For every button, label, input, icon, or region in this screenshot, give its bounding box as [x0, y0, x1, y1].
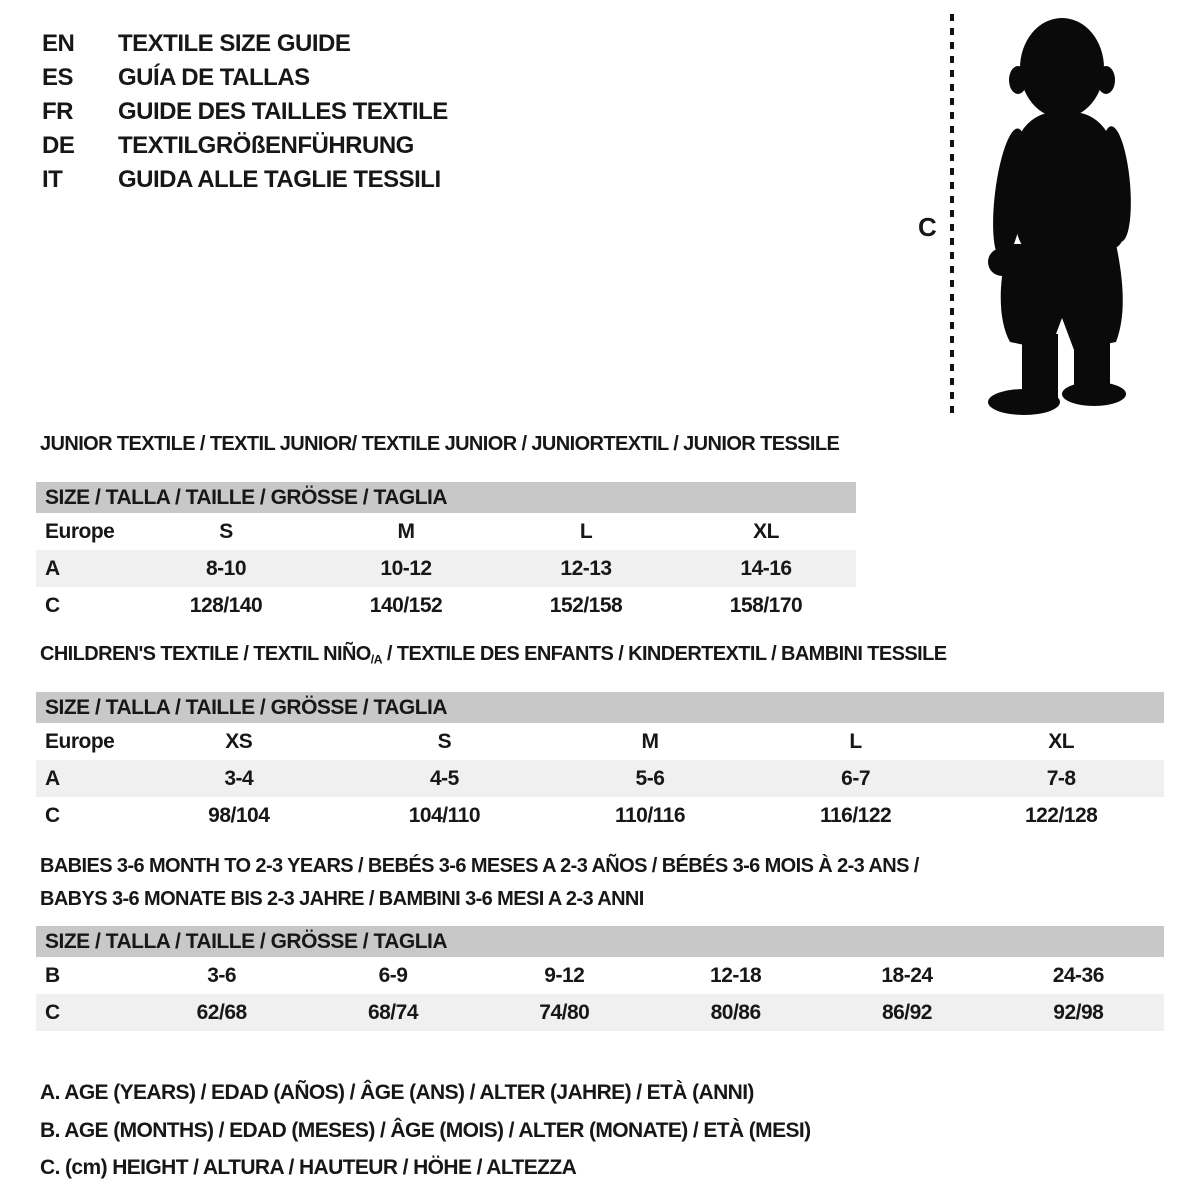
- row-label: A: [45, 556, 60, 580]
- measurement-legend: [40, 1074, 811, 1187]
- table-row-height: [36, 797, 1164, 834]
- babies-section-title-line1: BABIES 3-6 MONTH TO 2-3 YEARS / BEBÉS 3-6 MESES A 2-3 AÑOS / BÉBÉS 3-6 MOIS À 2-3 ANS /: [40, 855, 919, 877]
- lang-code: IT: [42, 166, 63, 193]
- toddler-silhouette: [900, 12, 1160, 420]
- lang-code: FR: [42, 98, 73, 125]
- lang-row-de: [42, 129, 448, 163]
- table-row-months: [36, 957, 1164, 994]
- table-cell: 122/128: [1024, 803, 1098, 827]
- size-header-bar: SIZE / TALLA / TAILLE / GRÖSSE / TAGLIA: [36, 482, 856, 513]
- lang-row-fr: [42, 95, 448, 129]
- row-label: A: [45, 766, 60, 790]
- table-cell: 6-9: [378, 963, 408, 987]
- table-cell: 140/152: [369, 593, 443, 617]
- children-title-subscript: /A: [370, 652, 382, 667]
- table-cell: 62/68: [196, 1000, 247, 1024]
- babies-section-title-line2: BABYS 3-6 MONATE BIS 2-3 JAHRE / BAMBINI 3-6 MESI A 2-3 ANNI: [40, 888, 644, 910]
- table-cell: 9-12: [544, 963, 585, 987]
- lang-row-it: [42, 163, 448, 197]
- table-cell: 24-36: [1052, 963, 1104, 987]
- lang-row-en: [42, 27, 448, 61]
- table-cell: 14-16: [740, 556, 792, 580]
- table-cell: M: [397, 519, 415, 543]
- table-cell: 18-24: [881, 963, 933, 987]
- table-cell: 6-7: [841, 766, 870, 790]
- table-cell: 98/104: [208, 803, 270, 827]
- table-cell: M: [641, 729, 659, 753]
- table-row-europe: [36, 513, 856, 550]
- table-cell: 10-12: [380, 556, 432, 580]
- table-cell: XL: [753, 519, 779, 543]
- row-label: B: [45, 963, 60, 987]
- legend-height-cm: C. (cm) HEIGHT / ALTURA / HAUTEUR / HÖHE / ALTEZZA: [40, 1156, 577, 1179]
- table-row-height: [36, 994, 1164, 1031]
- height-measure-label: C: [918, 212, 937, 242]
- table-cell: 7-8: [1046, 766, 1076, 790]
- legend-age-years: A. AGE (YEARS) / EDAD (AÑOS) / ÂGE (ANS) / ALTER (JAHRE) / ETÀ (ANNI): [40, 1081, 754, 1104]
- table-cell: 74/80: [539, 1000, 590, 1024]
- table-cell: 3-6: [207, 963, 237, 987]
- table-row-height: [36, 587, 856, 624]
- lang-code: EN: [42, 30, 75, 57]
- language-title-block: [42, 27, 448, 197]
- table-cell: 12-18: [710, 963, 762, 987]
- table-cell: 4-5: [429, 766, 459, 790]
- lang-label: TEXTILGRÖßENFÜHRUNG: [118, 132, 414, 159]
- table-cell: 68/74: [367, 1000, 419, 1024]
- size-header-bar: SIZE / TALLA / TAILLE / GRÖSSE / TAGLIA: [36, 692, 1164, 723]
- lang-code: DE: [42, 132, 75, 159]
- table-row-europe: [36, 723, 1164, 760]
- row-label: C: [45, 1000, 60, 1024]
- lang-label: GUÍA DE TALLAS: [118, 64, 310, 91]
- table-cell: 128/140: [189, 593, 263, 617]
- row-label: Europe: [45, 729, 115, 753]
- lang-label: GUIDE DES TAILLES TEXTILE: [118, 98, 448, 125]
- table-cell: L: [849, 729, 862, 753]
- table-cell: S: [437, 729, 452, 753]
- table-row-age: [36, 550, 856, 587]
- table-cell: 80/86: [710, 1000, 761, 1024]
- table-cell: 92/98: [1053, 1000, 1104, 1024]
- table-cell: 86/92: [881, 1000, 932, 1024]
- table-cell: 3-4: [224, 766, 254, 790]
- children-title-text-cont: / TEXTILE DES ENFANTS / KINDERTEXTIL / BAMBINI TESSILE: [381, 643, 947, 665]
- table-cell: 8-10: [205, 556, 247, 580]
- table-row-age: [36, 760, 1164, 797]
- legend-age-months: B. AGE (MONTHS) / EDAD (MESES) / ÂGE (MOIS) / ALTER (MONATE) / ETÀ (MESI): [40, 1118, 811, 1142]
- babies-size-table: [36, 926, 1164, 1031]
- children-size-table: [36, 692, 1164, 834]
- table-cell: 5-6: [635, 766, 665, 790]
- row-label: Europe: [45, 519, 115, 543]
- lang-code: ES: [42, 64, 74, 91]
- row-label: C: [45, 593, 60, 617]
- children-title-text: CHILDREN'S TEXTILE / TEXTIL NIÑO: [40, 643, 371, 665]
- table-cell: XL: [1048, 729, 1075, 753]
- table-cell: 116/122: [819, 803, 892, 827]
- table-cell: 158/170: [729, 593, 803, 617]
- row-label: C: [45, 803, 60, 827]
- size-header-bar: SIZE / TALLA / TAILLE / GRÖSSE / TAGLIA: [36, 926, 1164, 957]
- lang-label: TEXTILE SIZE GUIDE: [118, 30, 351, 57]
- table-cell: 12-13: [560, 556, 612, 580]
- table-cell: 152/158: [549, 593, 623, 617]
- table-cell: 110/116: [614, 803, 686, 827]
- table-cell: 104/110: [408, 803, 481, 827]
- junior-size-table: [36, 482, 856, 624]
- children-section-title: [40, 643, 946, 666]
- table-cell: L: [579, 519, 593, 543]
- table-cell: S: [219, 519, 233, 543]
- lang-label: GUIDA ALLE TAGLIE TESSILI: [118, 166, 441, 193]
- lang-row-es: [42, 61, 448, 95]
- junior-section-title: JUNIOR TEXTILE / TEXTIL JUNIOR/ TEXTILE JUNIOR / JUNIORTEXTIL / JUNIOR TESSILE: [40, 433, 840, 455]
- table-cell: XS: [225, 729, 253, 753]
